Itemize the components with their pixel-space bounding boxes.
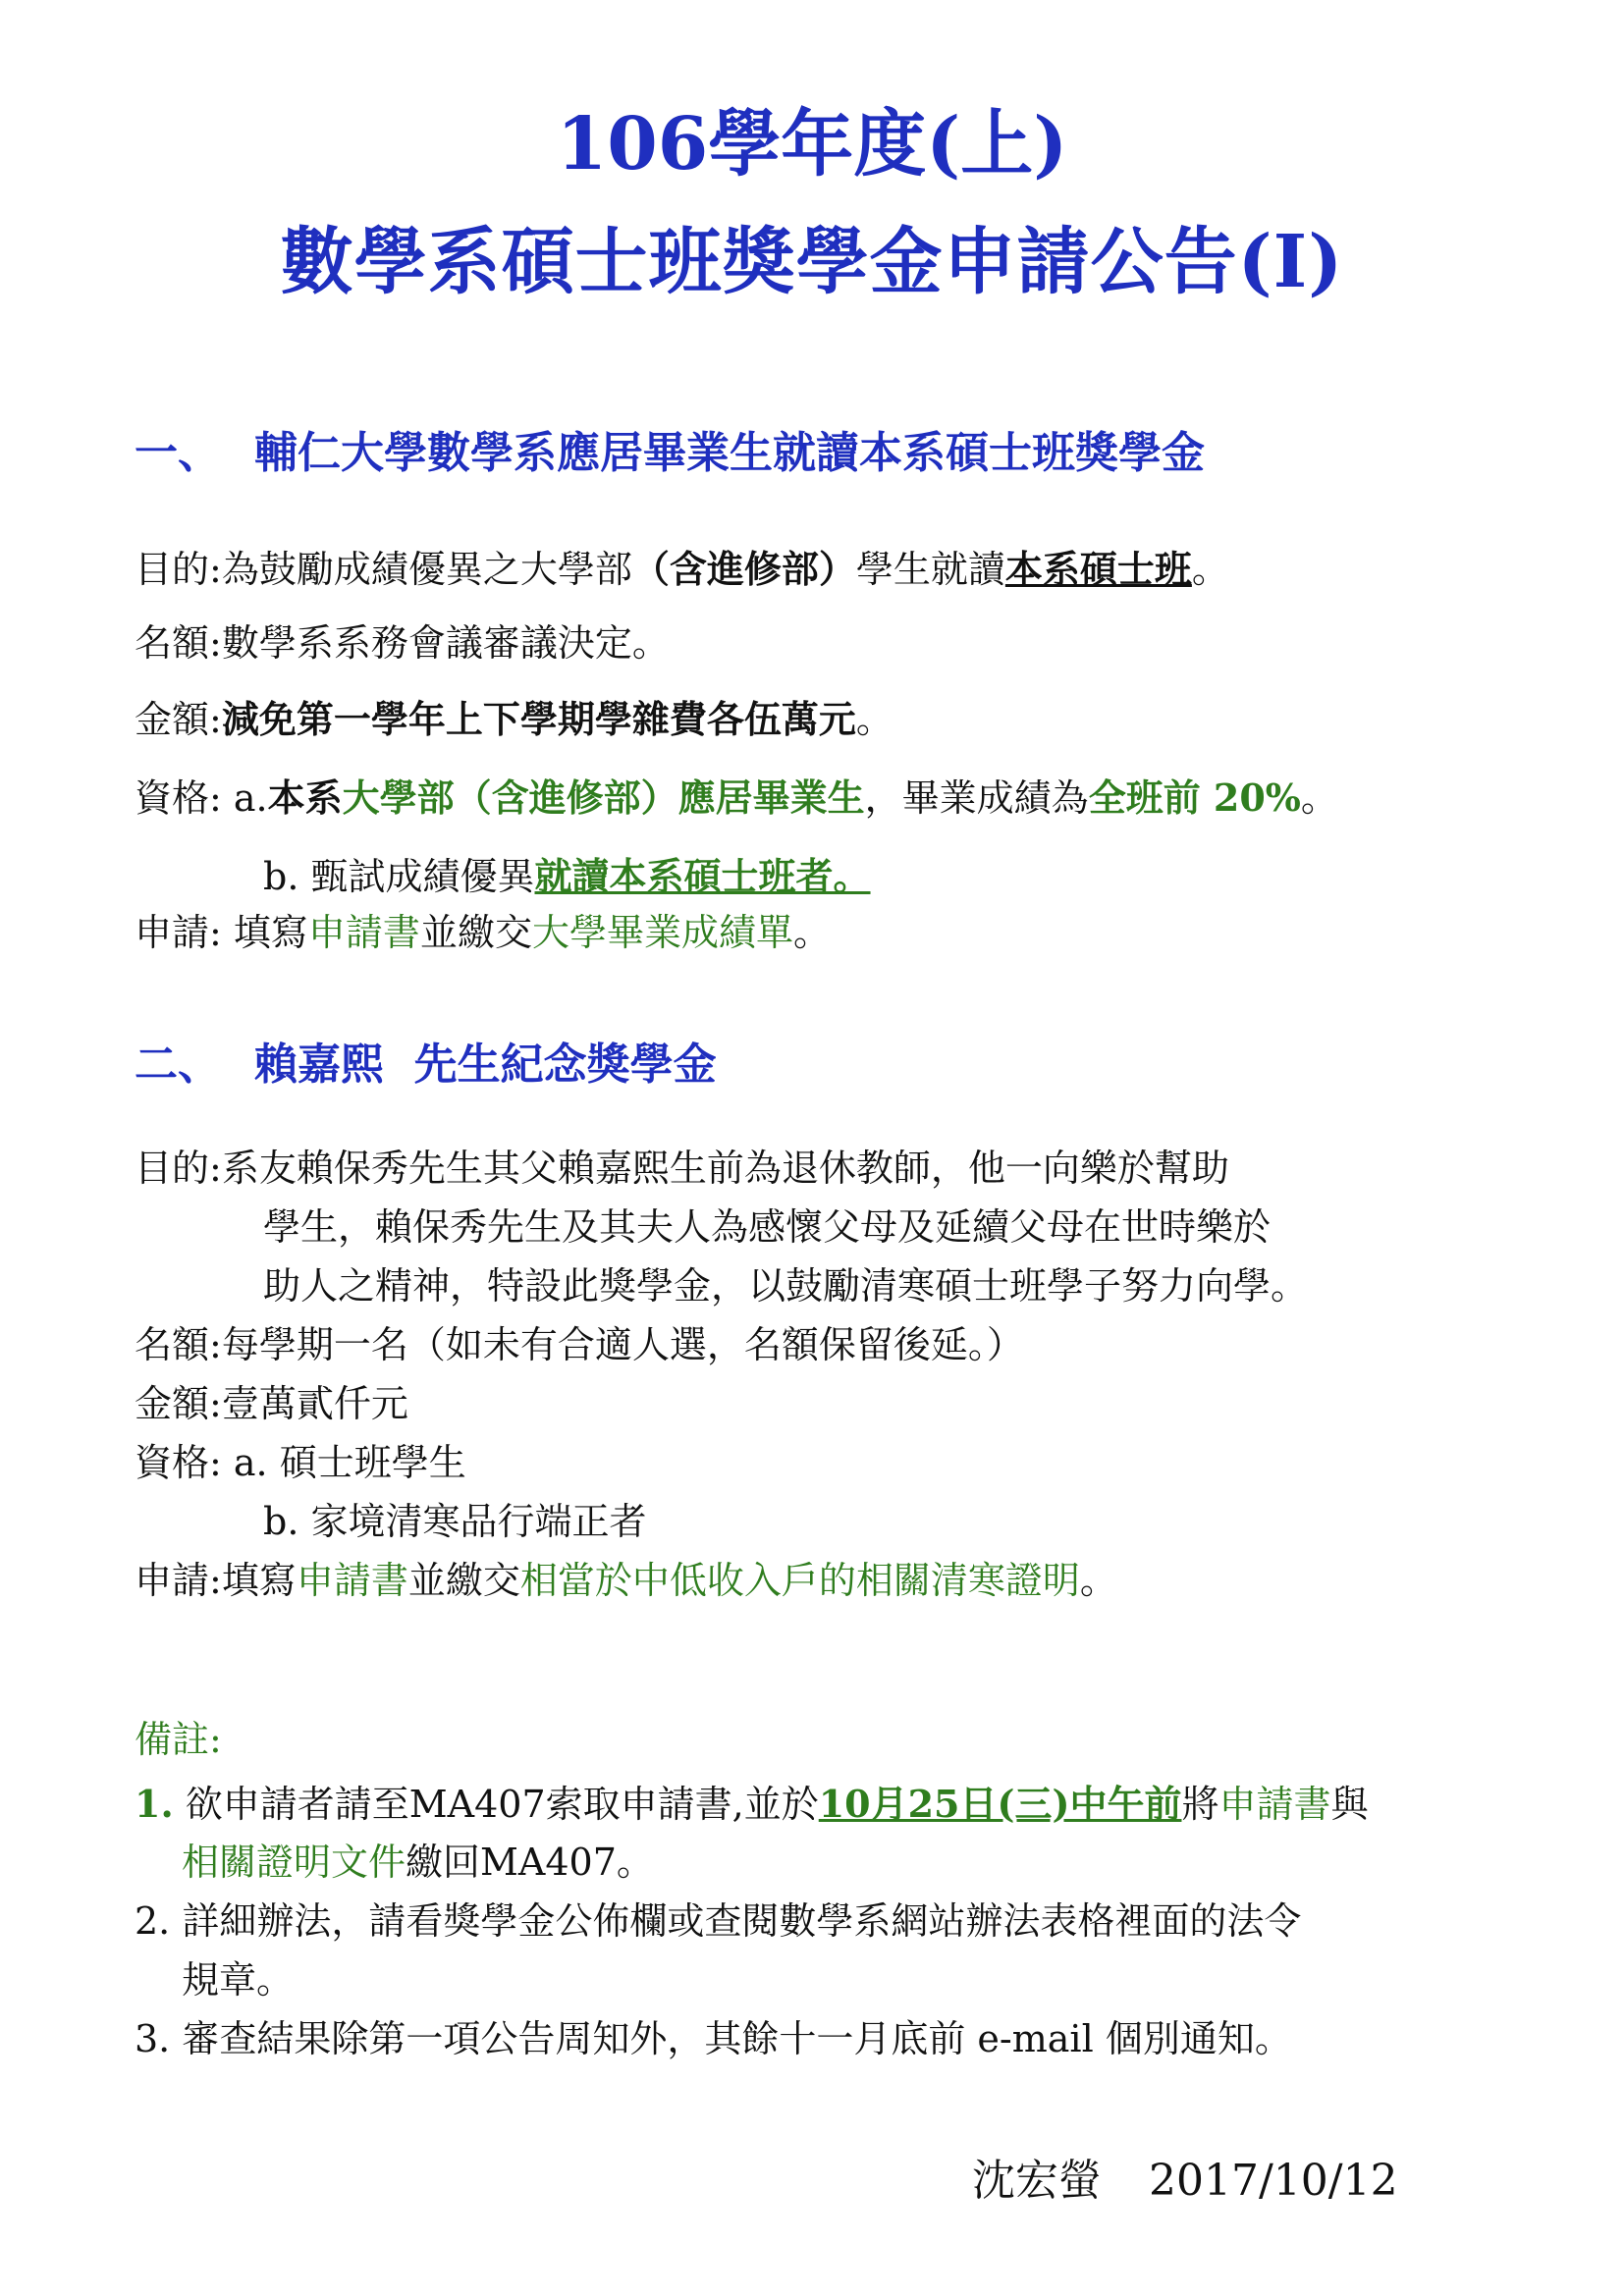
s1-eligibility-a xyxy=(135,775,1338,822)
s2-apply-part4: 相當於中低收入戶的相關清寒證明 xyxy=(519,1559,1080,1602)
s1-eligibility-b-prefix: b. xyxy=(263,855,299,898)
s1-purpose-text-e: 。 xyxy=(1191,548,1229,591)
note-item-3: 3. 審查結果除第一項公告周知外，其餘十一月底前 e-mail 個別通知。 xyxy=(135,2017,1292,2060)
note-1-number: 1. xyxy=(135,1782,174,1826)
s2-quota xyxy=(135,1323,1024,1368)
s1-quota xyxy=(135,621,670,667)
s1-purpose xyxy=(135,547,1229,593)
s1-eligibility-label: 資格: xyxy=(135,776,222,820)
s2-purpose-label: 目的: xyxy=(135,1147,222,1190)
s1-quota-text: 數學系系務會議審議決定。 xyxy=(221,621,670,665)
s2-apply-part2: 申請書 xyxy=(296,1559,408,1602)
s1-eligibility-b xyxy=(263,854,871,900)
title-line-1: 106學年度(上) xyxy=(556,102,1068,187)
notes-heading: 備註: xyxy=(135,1718,222,1761)
s2-eligibility-a xyxy=(135,1441,466,1486)
s2-apply xyxy=(135,1559,1117,1604)
s1-eligibility-b-part2: 就讀本系碩士班者。 xyxy=(534,854,871,898)
section-1-heading xyxy=(135,417,1205,480)
s2-purpose-line2: 學生，賴保秀先生及其夫人為感懷父母及延續父母在世時樂於 xyxy=(263,1205,1272,1249)
section-2-title: 賴嘉熙 先生紀念獎學金 xyxy=(254,1040,717,1090)
s1-amount-text: 減免第一學年上下學期學雜費各伍萬元 xyxy=(221,697,856,741)
note-item-1-cont xyxy=(182,1841,654,1886)
s2-amount-text: 壹萬貳仟元 xyxy=(221,1382,408,1425)
signature-name: 沈宏螢 xyxy=(972,2156,1102,2206)
s1-amount xyxy=(135,697,893,743)
s2-quota-label: 名額: xyxy=(135,1323,222,1366)
note-1-part7: 繳回MA407。 xyxy=(406,1841,654,1884)
note-1-part4: 申請書 xyxy=(1218,1783,1331,1826)
s1-eligibility-b-part1: 甄試成績優異 xyxy=(310,855,535,898)
note-item-1 xyxy=(135,1782,1369,1828)
s1-purpose-text-b: （含進修部） xyxy=(631,547,856,591)
s1-amount-end: 。 xyxy=(855,698,893,741)
s1-eligibility-a-prefix: a. xyxy=(233,776,268,820)
s1-apply-part5: 。 xyxy=(792,911,831,954)
signature xyxy=(972,2145,1398,2208)
note-1-part1: 欲申請者請至MA407索取申請書,並於 xyxy=(185,1783,819,1826)
s1-apply-label: 申請: xyxy=(135,911,222,954)
s2-eligibility-a: a. 碩士班學生 xyxy=(233,1441,466,1484)
s1-purpose-text-a: 為鼓勵成績優異之大學部 xyxy=(221,548,632,591)
s2-apply-label: 申請: xyxy=(135,1559,222,1602)
s1-apply-part2: 申請書 xyxy=(307,911,420,954)
s1-purpose-label: 目的: xyxy=(135,548,222,591)
s1-amount-label: 金額: xyxy=(135,698,222,741)
s1-eligibility-a-part3: ，畢業成績為 xyxy=(864,776,1089,820)
note-1-part5: 與 xyxy=(1330,1783,1369,1826)
note-1-deadline: 10月25日(三)中午前 xyxy=(818,1782,1182,1826)
note-1-part3: 將 xyxy=(1181,1783,1219,1826)
section-1-number: 一、 xyxy=(135,428,221,478)
title-line-2: 數學系碩士班獎學金申請公告(I) xyxy=(280,220,1344,304)
s2-apply-part5: 。 xyxy=(1079,1559,1117,1602)
section-1-title: 輔仁大學數學系應居畢業生就讀本系碩士班獎學金 xyxy=(254,428,1205,478)
signature-date: 2017/10/12 xyxy=(1149,2156,1398,2206)
section-2-number: 二、 xyxy=(135,1040,221,1090)
s1-quota-label: 名額: xyxy=(135,621,222,665)
s1-eligibility-a-part5: 。 xyxy=(1300,776,1338,820)
s1-apply-part4: 大學畢業成績單 xyxy=(531,911,793,954)
s1-apply-part3: 並繳交 xyxy=(419,911,532,954)
s2-purpose-line1: 系友賴保秀先生其父賴嘉熙生前為退休教師，他一向樂於幫助 xyxy=(221,1147,1229,1190)
s2-quota-text: 每學期一名（如未有合適人選，名額保留後延。） xyxy=(221,1323,1024,1366)
s1-eligibility-a-part1: 本系 xyxy=(267,775,343,820)
section-2-heading xyxy=(135,1029,717,1092)
s2-amount xyxy=(135,1382,408,1427)
s2-apply-part3: 並繳交 xyxy=(407,1559,520,1602)
s1-eligibility-a-part2: 大學部（含進修部）應居畢業生 xyxy=(342,775,865,820)
s1-apply-part1: 填寫 xyxy=(233,911,308,954)
s1-purpose-text-c: 學生就讀 xyxy=(855,548,1005,591)
note-1-part6: 相關證明文件 xyxy=(182,1841,406,1884)
s1-apply xyxy=(135,911,831,956)
s1-eligibility-a-part4: 全班前 20% xyxy=(1088,775,1301,820)
s2-apply-part1: 填寫 xyxy=(221,1559,297,1602)
s2-purpose-line3: 助人之精神，特設此獎學金，以鼓勵清寒碩士班學子努力向學。 xyxy=(263,1264,1309,1308)
s2-amount-label: 金額: xyxy=(135,1382,222,1425)
s2-eligibility-b: b. 家境清寒品行端正者 xyxy=(263,1500,647,1543)
s1-purpose-text-d: 本系碩士班 xyxy=(1004,547,1192,591)
note-item-2-line2: 規章。 xyxy=(182,1958,295,2002)
s2-eligibility-label: 資格: xyxy=(135,1441,222,1484)
note-item-2-line1: 2. 詳細辦法，請看獎學金公佈欄或查閱數學系網站辦法表格裡面的法令 xyxy=(135,1899,1302,1943)
s2-purpose xyxy=(135,1147,1229,1192)
